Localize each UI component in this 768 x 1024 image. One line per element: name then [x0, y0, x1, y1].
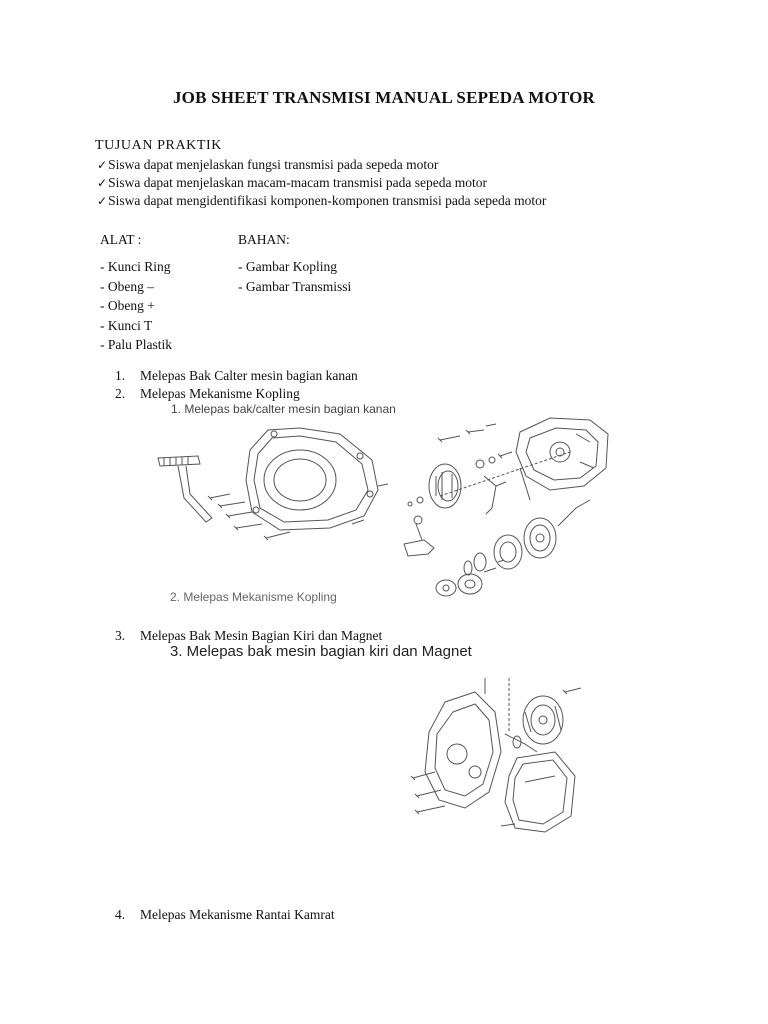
step-item: 1. Melepas Bak Calter mesin bagian kanan	[115, 368, 358, 383]
step-item: 4. Melepas Mekanisme Rantai Kamrat	[115, 907, 335, 922]
check-icon: ✓	[97, 194, 108, 208]
tools-heading: ALAT :	[100, 232, 142, 247]
figure-caption: 1. Melepas bak/calter mesin bagian kanan	[171, 402, 396, 416]
material-item: - Gambar Kopling	[238, 259, 337, 274]
objective-item: ✓Siswa dapat mengidentifikasi komponen-komponen transmisi pada sepeda motor	[97, 193, 547, 208]
step-item: 2. Melepas Mekanisme Kopling	[115, 386, 300, 401]
tool-item: - Obeng –	[100, 278, 154, 294]
objectives-list	[97, 156, 546, 210]
step-item: 3. Melepas Bak Mesin Bagian Kiri dan Magnet	[115, 628, 383, 643]
check-icon: ✓	[97, 158, 108, 172]
tool-item: - Obeng +	[100, 298, 155, 313]
tool-item: - Kunci T	[100, 317, 153, 333]
material-item: - Gambar Transmissi	[238, 278, 352, 294]
clutch-mechanism-illustration	[380, 412, 620, 602]
tool-item: - Palu Plastik	[100, 337, 173, 352]
objective-item: ✓Siswa dapat menjelaskan fungsi transmisi pada sepeda motor	[97, 157, 439, 172]
figure-caption: 3. Melepas bak mesin bagian kiri dan Magnet	[170, 643, 472, 660]
materials-list	[238, 257, 351, 296]
objective-item: ✓Siswa dapat menjelaskan macam-macam transmisi pada sepeda motor	[97, 175, 488, 190]
figure-caption: 2. Melepas Mekanisme Kopling	[170, 590, 337, 604]
page-title: JOB SHEET TRANSMISI MANUAL SEPEDA MOTOR	[172, 88, 596, 107]
left-crankcase-magnet-illustration	[405, 672, 585, 842]
materials-heading: BAHAN:	[238, 232, 290, 247]
crankcase-cover-illustration	[150, 420, 390, 550]
check-icon: ✓	[97, 176, 108, 190]
tool-item: - Kunci Ring	[100, 259, 171, 274]
tools-list	[100, 257, 172, 355]
objectives-heading: TUJUAN PRAKTIK	[95, 138, 223, 153]
